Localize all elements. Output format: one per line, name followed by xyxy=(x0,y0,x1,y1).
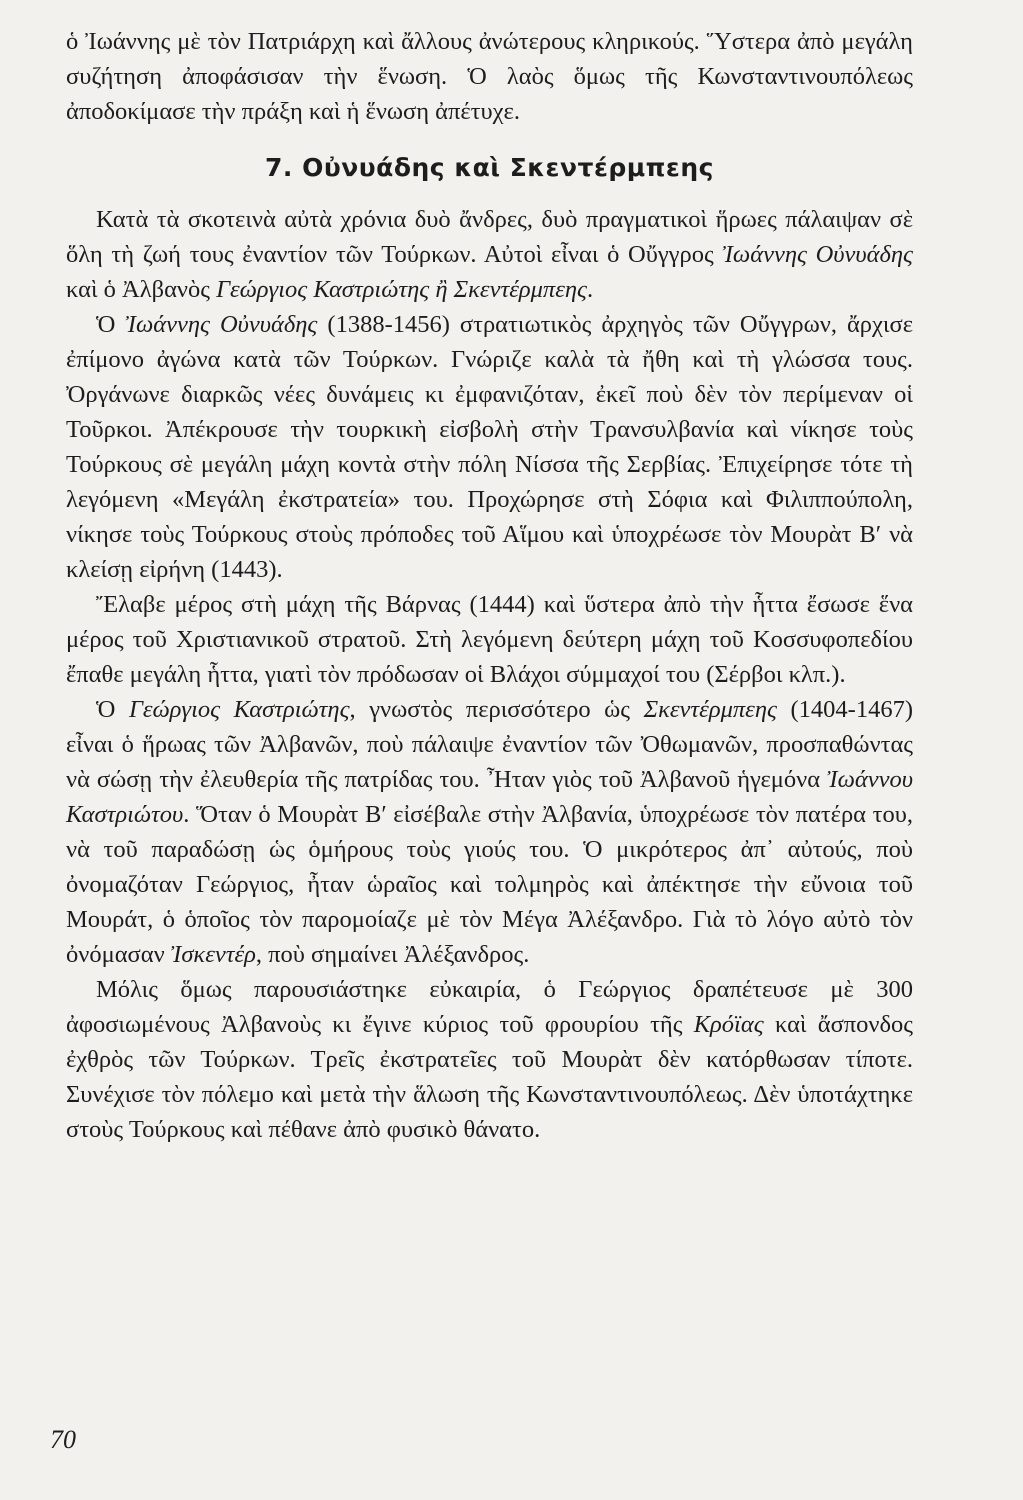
p2-text-a: Ὁ xyxy=(96,311,126,338)
p4-text-c: , γνωστὸς περισσότερο ὡς xyxy=(349,696,644,723)
paragraph-5 xyxy=(66,972,913,1147)
p1-text-a: Κατὰ τὰ σκοτεινὰ αὐτὰ χρόνια δυὸ ἄνδρες, δυὸ πραγματικοὶ ἥρωες πάλαιψαν σὲ ὅλη τὴ ζωή τους ἐναντίον τῶν Τούρκων. Αὐτοὶ εἶναι ὁ Οὔγγρος xyxy=(66,206,913,268)
p1-name-kastriotis: Γεώργιος Καστριώτης ἢ Σκεντέρμπεης xyxy=(216,276,587,303)
p4-text-e: (1404-1467) εἶναι ὁ ἥρωας τῶν Ἀλβανῶν, ποὺ πάλαιψε ἐναντίον τῶν Ὀθωμανῶν, προσπαθώντας νὰ σώσῃ τὴν ἐλευθερία τῆς πατρίδας του. Ἦταν γιὸς τοῦ Ἀλβανοῦ ἡγεμόνα xyxy=(66,696,913,793)
p5-text-c: καὶ ἄσπονδος ἐχθρὸς τῶν Τούρκων. Τρεῖς ἐκστρατεῖες τοῦ Μουρὰτ δὲν κατόρθωσαν τίποτε. Συνέχισε τὸν πόλεμο καὶ μετὰ τὴν ἅλωση τῆς Κωνσταντινουπόλεως. Δὲν ὑποτάχτηκε στοὺς Τούρκους καὶ πέθανε ἀπὸ φυσικὸ θάνατο. xyxy=(66,1011,914,1143)
p1-text-c: καὶ ὁ Ἀλβανὸς xyxy=(66,276,217,303)
p4-text-g: . Ὅταν ὁ Μουρὰτ Β′ εἰσέβαλε στὴν Ἀλβανία, ὑποχρέωσε τὸν πατέρα του, νὰ τοῦ παραδώσῃ ὡς ὁμήρους τοὺς γιούς του. Ὁ μικρότερος ἀπ᾿ αὐτούς, ποὺ ὀνομαζόταν Γεώργιος, ἦταν ὡραῖος καὶ τολμηρὸς καὶ ἀπέκτησε τὴν εὔνοια τοῦ Μουράτ, ὁ ὁποῖος τὸν παρομοίαζε μὲ τὸν Μέγα Ἀλέξανδρο. Γιὰ τὸ λόγο αὐτὸ τὸν ὀνόμασαν xyxy=(66,801,913,968)
p4-name-ioannis-kastriotis: Ἰωάννου Καστριώτου xyxy=(66,766,913,828)
page-number: 70 xyxy=(50,1425,76,1454)
p2-name-hunyadi: Ἰωάννης Οὐνυάδης xyxy=(125,311,318,338)
paragraph-4 xyxy=(66,692,913,972)
paragraph-2 xyxy=(66,307,913,587)
p1-name-hunyadi: Ἰωάννης Οὐνυάδης xyxy=(722,241,913,268)
p1-text-e: . xyxy=(586,276,594,303)
p4-name-kastriotis: Γεώργιος Καστριώτης xyxy=(128,696,350,723)
p2-text-c: (1388-1456) στρατιωτικὸς ἀρχηγὸς τῶν Οὔγγρων, ἄρχισε ἐπίμονο ἀγώνα κατὰ τῶν Τούρκων. Γνώριζε καλὰ τὰ ἤθη καὶ τὴ γλώσσα τους. Ὀργάνωνε διαρκῶς νέες δυνάμεις κι ἐμφανιζόταν, ἐκεῖ ποὺ δὲν τὸν περίμεναν οἱ Τοῦρκοι. Ἀπέκρουσε τὴν τουρκικὴ εἰσβολὴ στὴν Τρανσυλβανία καὶ νίκησε τοὺς Τούρκους σὲ μεγάλη μάχη κοντὰ στὴν πόλη Νίσσα τῆς Σερβίας. Ἐπιχείρησε τότε τὴ λεγόμενη «Μεγάλη ἐκστρατεία» του. Προχώρησε στὴ Σόφια καὶ Φιλιππούπολη, νίκησε τοὺς Τούρκους στοὺς πρόποδες τοῦ Αἵμου καὶ ὑποχρέωσε τὸν Μουρὰτ Β′ νὰ κλείσῃ εἰρήνη (1443). xyxy=(66,311,913,583)
intro-paragraph: ὁ Ἰωάννης μὲ τὸν Πατριάρχη καὶ ἄλλους ἀνώτερους κληρικούς. Ὕστερα ἀπὸ μεγάλη συζήτηση ἀποφάσισαν τὴν ἕνωση. Ὁ λαὸς ὅμως τῆς Κωνσταντινουπόλεως ἀποδοκίμασε τὴν πράξη καὶ ἡ ἕνωση ἀπέτυχε. xyxy=(66,28,913,125)
p4-text-a: Ὁ xyxy=(96,696,129,723)
p5-text-a: Μόλις ὅμως παρουσιάστηκε εὐκαιρία, ὁ Γεώργιος δραπέτευσε μὲ 300 ἀφοσιωμένους Ἀλβανοὺς κι ἔγινε κύριος τοῦ φρουρίου τῆς xyxy=(66,976,913,1038)
paragraph-3: Ἔλαβε μέρος στὴ μάχη τῆς Βάρνας (1444) καὶ ὕστερα ἀπὸ τὴν ἧττα ἔσωσε ἕνα μέρος τοῦ Χριστιανικοῦ στρατοῦ. Στὴ λεγόμενη δεύτερη μάχη τοῦ Κοσσυφοπεδίου ἔπαθε μεγάλη ἧττα, γιατὶ τὸν πρόδωσαν οἱ Βλάχοι σύμμαχοί του (Σέρβοι κλπ.). xyxy=(66,591,913,688)
paragraph-1 xyxy=(66,202,913,307)
p4-text-i: , ποὺ σημαίνει Ἀλέξανδρος. xyxy=(255,941,530,968)
p5-place-kroia: Κρόϊας xyxy=(693,1011,764,1038)
p4-name-iskender: Ἰσκεντέρ xyxy=(170,941,256,968)
section-heading: 7. Οὐνυάδης καὶ Σκεντέρμπεης xyxy=(265,153,714,182)
p4-name-skenderbeg: Σκεντέρμπεης xyxy=(643,696,777,723)
